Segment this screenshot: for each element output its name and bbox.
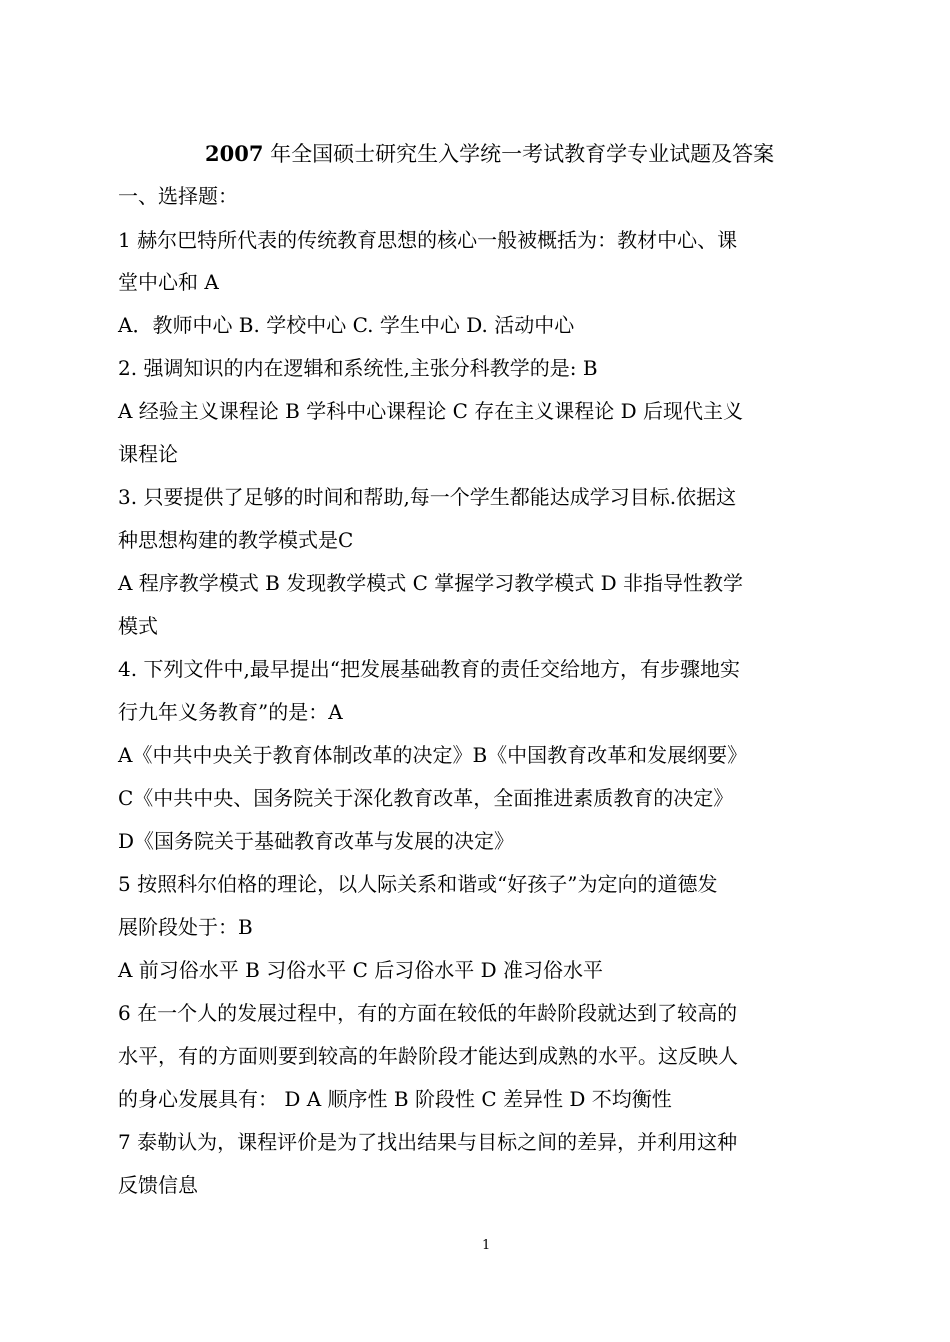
question-line: A．教师中心 B. 学校中心 C. 学生中心 D. 活动中心 <box>118 313 575 337</box>
question-line: 3. 只要提供了足够的时间和帮助,每一个学生都能达成学习目标.依据这 <box>118 485 737 509</box>
question-line: 堂中心和 A <box>118 270 219 294</box>
question-line: 模式 <box>118 614 158 638</box>
question-line: A 程序教学模式 B 发现教学模式 C 掌握学习教学模式 D 非指导性教学 <box>118 571 743 595</box>
section-heading: 一、选择题： <box>118 184 238 208</box>
question-line: 4. 下列文件中,最早提出“把发展基础教育的责任交给地方，有步骤地实 <box>118 657 741 681</box>
question-line: A 前习俗水平 B 习俗水平 C 后习俗水平 D 准习俗水平 <box>118 958 603 982</box>
title-year: 2007 <box>205 141 264 166</box>
question-line: 反馈信息 <box>118 1173 198 1197</box>
page-number: 1 <box>482 1238 491 1253</box>
question-line: 2. 强调知识的内在逻辑和系统性,主张分科教学的是: B <box>118 356 598 380</box>
question-line: 1 赫尔巴特所代表的传统教育思想的核心一般被概括为：教材中心、课 <box>118 228 738 252</box>
question-line: 展阶段处于：B <box>118 915 253 939</box>
question-line: 课程论 <box>118 442 178 466</box>
title-text: 年全国硕士研究生入学统一考试教育学专业试题及答案 <box>270 142 775 166</box>
question-line: A《中共中央关于教育体制改革的决定》B《中国教育改革和发展纲要》 <box>118 743 748 767</box>
question-line: 行九年义务教育”的是：A <box>118 700 343 724</box>
question-line: 5 按照科尔伯格的理论，以人际关系和谐或“好孩子”为定向的道德发 <box>118 872 718 896</box>
question-line: D《国务院关于基础教育改革与发展的决定》 <box>118 829 515 853</box>
document-title <box>205 138 774 170</box>
question-line: 种思想构建的教学模式是C <box>118 528 354 552</box>
question-line: 7 泰勒认为，课程评价是为了找出结果与目标之间的差异，并利用这种 <box>118 1130 738 1154</box>
question-line: 水平，有的方面则要到较高的年龄阶段才能达到成熟的水平。这反映人 <box>118 1044 738 1068</box>
question-line: A 经验主义课程论 B 学科中心课程论 C 存在主义课程论 D 后现代主义 <box>118 399 743 423</box>
question-line: 的身心发展具有： D A 顺序性 B 阶段性 C 差异性 D 不均衡性 <box>118 1087 672 1111</box>
question-line: 6 在一个人的发展过程中，有的方面在较低的年龄阶段就达到了较高的 <box>118 1001 738 1025</box>
question-line: C《中共中央、国务院关于深化教育改革，全面推进素质教育的决定》 <box>118 786 734 810</box>
